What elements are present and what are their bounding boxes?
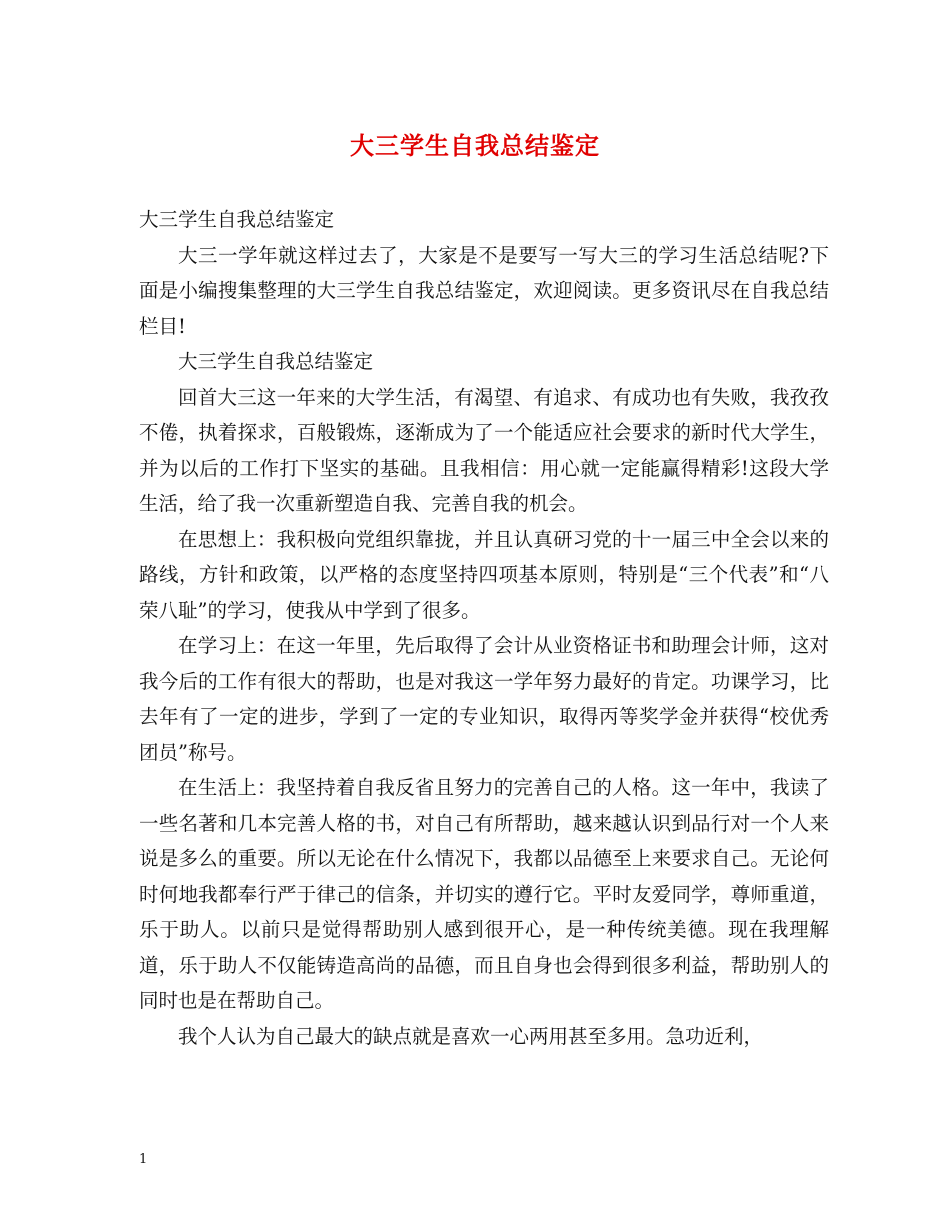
page-number: 1 (139, 1152, 148, 1167)
document-body (139, 202, 829, 1054)
body-section-heading: 大三学生自我总结鉴定 (178, 350, 374, 373)
body-paragraph-life: 在生活上：我坚持着自我反省且努力的完善自己的人格。这一年中，我读了一些名著和几本完善人格的书，对自己有所帮助，越来越认识到品行对一个人来说是多么的重要。所以无论在什么情况下，我都以品德至上来要求自己。无论何时何地我都奉行严于律己的信条，并切实的遵行它。平时友爱同学，尊师重道，乐于助人。以前只是觉得帮助别人感到很开心，是一种传统美德。现在我理解道，乐于助人不仅能铸造高尚的品德，而且自身也会得到很多利益，帮助别人的同时也是在帮助自己。 (139, 776, 829, 1012)
document-title: 大三学生自我总结鉴定 (350, 131, 600, 160)
body-paragraph-thought: 在思想上：我积极向党组织靠拢，并且认真研习党的十一届三中全会以来的路线，方针和政策，以严格的态度坚持四项基本原则，特别是“三个代表”和“八荣八耻”的学习，使我从中学到了很多。 (139, 527, 829, 622)
body-paragraph-study: 在学习上：在这一年里，先后取得了会计从业资格证书和助理会计师，这对我今后的工作有很大的帮助，也是对我这一学年努力最好的肯定。功课学习，比去年有了一定的进步，学到了一定的专业知识，取得丙等奖学金并获得“校优秀团员”称号。 (139, 634, 829, 764)
body-paragraph-review: 回首大三这一年来的大学生活，有渴望、有追求、有成功也有失败，我孜孜不倦，执着探求，百般锻炼，逐渐成为了一个能适应社会要求的新时代大学生，并为以后的工作打下坚实的基础。且我相信：用心就一定能赢得精彩!这段大学生活，给了我一次重新塑造自我、完善自我的机会。 (139, 385, 829, 515)
body-paragraph-intro: 大三一学年就这样过去了，大家是不是要写一写大三的学习生活总结呢?下面是小编搜集整理的大三学生自我总结鉴定，欢迎阅读。更多资讯尽在自我总结栏目! (139, 243, 829, 338)
body-subtitle: 大三学生自我总结鉴定 (139, 208, 335, 231)
body-paragraph-shortcoming: 我个人认为自己最大的缺点就是喜欢一心两用甚至多用。急功近利， (178, 1024, 764, 1048)
